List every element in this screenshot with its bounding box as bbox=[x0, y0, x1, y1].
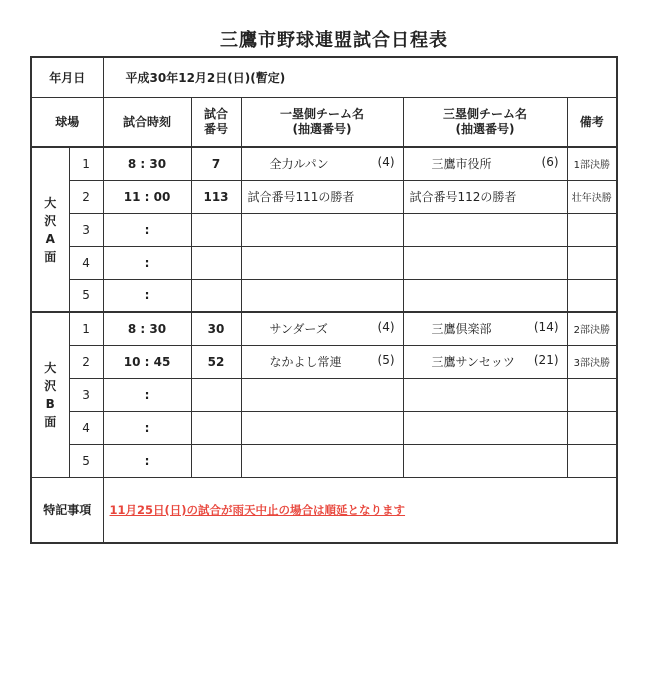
first-base-team-name: 試合番号111の勝者 bbox=[247, 190, 355, 204]
remarks bbox=[567, 213, 617, 246]
header-remarks: 備考 bbox=[567, 97, 617, 147]
game-time: 11 : 00 bbox=[103, 180, 191, 213]
header-time: 試合時刻 bbox=[103, 97, 191, 147]
header-game-number-line2: 番号 bbox=[204, 121, 229, 136]
game-time: 8 : 30 bbox=[103, 312, 191, 345]
first-base-lot-number: (4) bbox=[377, 320, 395, 335]
game-slot: 3 bbox=[69, 378, 103, 411]
game-slot: 3 bbox=[69, 213, 103, 246]
header-first-base-line1: 一塁側チーム名 bbox=[280, 106, 365, 121]
venue-name-char: 沢 bbox=[44, 213, 57, 228]
date-label: 年月日 bbox=[31, 57, 103, 97]
remarks bbox=[567, 444, 617, 477]
game-number bbox=[191, 213, 241, 246]
game-number bbox=[191, 411, 241, 444]
remarks bbox=[567, 378, 617, 411]
notes-row bbox=[31, 477, 617, 543]
third-base-team bbox=[403, 246, 567, 279]
first-base-team bbox=[241, 147, 403, 180]
header-third-base-line2: (抽選番号) bbox=[455, 121, 515, 136]
date-row bbox=[31, 57, 617, 97]
first-base-team bbox=[241, 180, 403, 213]
game-slot: 2 bbox=[69, 180, 103, 213]
third-base-team bbox=[403, 378, 567, 411]
notes-text: 11月25日(日)の試合が雨天中止の場合は順延となります bbox=[103, 477, 617, 543]
header-game-number-line1: 試合 bbox=[204, 106, 229, 121]
first-base-team bbox=[241, 279, 403, 312]
header-first-base-line2: (抽選番号) bbox=[292, 121, 352, 136]
third-base-team bbox=[403, 147, 567, 180]
game-slot: 4 bbox=[69, 411, 103, 444]
table-row bbox=[31, 147, 617, 180]
game-number bbox=[191, 279, 241, 312]
first-base-team bbox=[241, 213, 403, 246]
first-base-team bbox=[241, 444, 403, 477]
game-number: 7 bbox=[191, 147, 241, 180]
table-row bbox=[31, 444, 617, 477]
header-first-base-team bbox=[241, 97, 403, 147]
third-base-lot-number: (21) bbox=[533, 353, 559, 367]
schedule-table bbox=[30, 56, 618, 544]
third-base-team bbox=[403, 312, 567, 345]
header-row bbox=[31, 97, 617, 147]
header-third-base-line1: 三塁側チーム名 bbox=[443, 106, 528, 121]
game-time: : bbox=[103, 444, 191, 477]
first-base-team bbox=[241, 345, 403, 378]
venue-name bbox=[31, 147, 69, 312]
game-time: : bbox=[103, 213, 191, 246]
game-slot: 2 bbox=[69, 345, 103, 378]
game-slot: 4 bbox=[69, 246, 103, 279]
game-time: : bbox=[103, 279, 191, 312]
game-number: 30 bbox=[191, 312, 241, 345]
remarks bbox=[567, 411, 617, 444]
venue-name-char: 面 bbox=[44, 249, 57, 264]
game-slot: 5 bbox=[69, 444, 103, 477]
game-number bbox=[191, 444, 241, 477]
venue-name-char: 面 bbox=[44, 414, 57, 429]
header-venue: 球場 bbox=[31, 97, 103, 147]
third-base-team-name: 三鷹市役所 bbox=[431, 157, 492, 172]
venue-name-char: A bbox=[45, 231, 55, 246]
venue-name-char: 大 bbox=[44, 360, 57, 375]
game-time: : bbox=[103, 411, 191, 444]
game-number: 52 bbox=[191, 345, 241, 378]
game-time: : bbox=[103, 378, 191, 411]
first-base-team-name: 全力ルパン bbox=[269, 157, 329, 172]
header-third-base-team bbox=[403, 97, 567, 147]
game-slot: 1 bbox=[69, 147, 103, 180]
table-row bbox=[31, 246, 617, 279]
date-value: 平成30年12月2日(日)(暫定) bbox=[103, 57, 617, 97]
first-base-team bbox=[241, 312, 403, 345]
remarks: 1部決勝 bbox=[567, 147, 617, 180]
first-base-team-name: なかよし常連 bbox=[269, 355, 342, 369]
third-base-lot-number: (14) bbox=[533, 320, 559, 335]
third-base-team bbox=[403, 345, 567, 378]
remarks bbox=[567, 279, 617, 312]
table-row bbox=[31, 378, 617, 411]
table-row bbox=[31, 213, 617, 246]
table-row bbox=[31, 279, 617, 312]
remarks: 壮年決勝 bbox=[567, 180, 617, 213]
first-base-lot-number: (5) bbox=[377, 353, 395, 367]
third-base-lot-number: (6) bbox=[541, 155, 559, 170]
third-base-team bbox=[403, 444, 567, 477]
game-slot: 1 bbox=[69, 312, 103, 345]
venue-name-char: B bbox=[45, 396, 55, 411]
game-number: 113 bbox=[191, 180, 241, 213]
game-number bbox=[191, 246, 241, 279]
venue-name-char: 大 bbox=[44, 195, 57, 210]
remarks: 3部決勝 bbox=[567, 345, 617, 378]
first-base-lot-number: (4) bbox=[377, 155, 395, 170]
third-base-team bbox=[403, 279, 567, 312]
table-row bbox=[31, 180, 617, 213]
third-base-team-name: 三鷹サンセッツ bbox=[431, 355, 515, 369]
venue-name-char: 沢 bbox=[44, 378, 57, 393]
game-time: 8 : 30 bbox=[103, 147, 191, 180]
header-game-number bbox=[191, 97, 241, 147]
first-base-team-name: サンダーズ bbox=[269, 322, 328, 337]
first-base-team bbox=[241, 246, 403, 279]
first-base-team bbox=[241, 411, 403, 444]
first-base-team bbox=[241, 378, 403, 411]
table-row bbox=[31, 411, 617, 444]
table-row bbox=[31, 345, 617, 378]
remarks: 2部決勝 bbox=[567, 312, 617, 345]
third-base-team-name: 試合番号112の勝者 bbox=[409, 190, 517, 204]
notes-label: 特記事項 bbox=[31, 477, 103, 543]
page-title: 三鷹市野球連盟試合日程表 bbox=[220, 30, 448, 51]
remarks bbox=[567, 246, 617, 279]
third-base-team-name: 三鷹倶楽部 bbox=[431, 322, 492, 337]
game-time: : bbox=[103, 246, 191, 279]
venue-name bbox=[31, 312, 69, 477]
game-number bbox=[191, 378, 241, 411]
game-time: 10 : 45 bbox=[103, 345, 191, 378]
third-base-team bbox=[403, 213, 567, 246]
table-row bbox=[31, 312, 617, 345]
third-base-team bbox=[403, 411, 567, 444]
third-base-team bbox=[403, 180, 567, 213]
game-slot: 5 bbox=[69, 279, 103, 312]
